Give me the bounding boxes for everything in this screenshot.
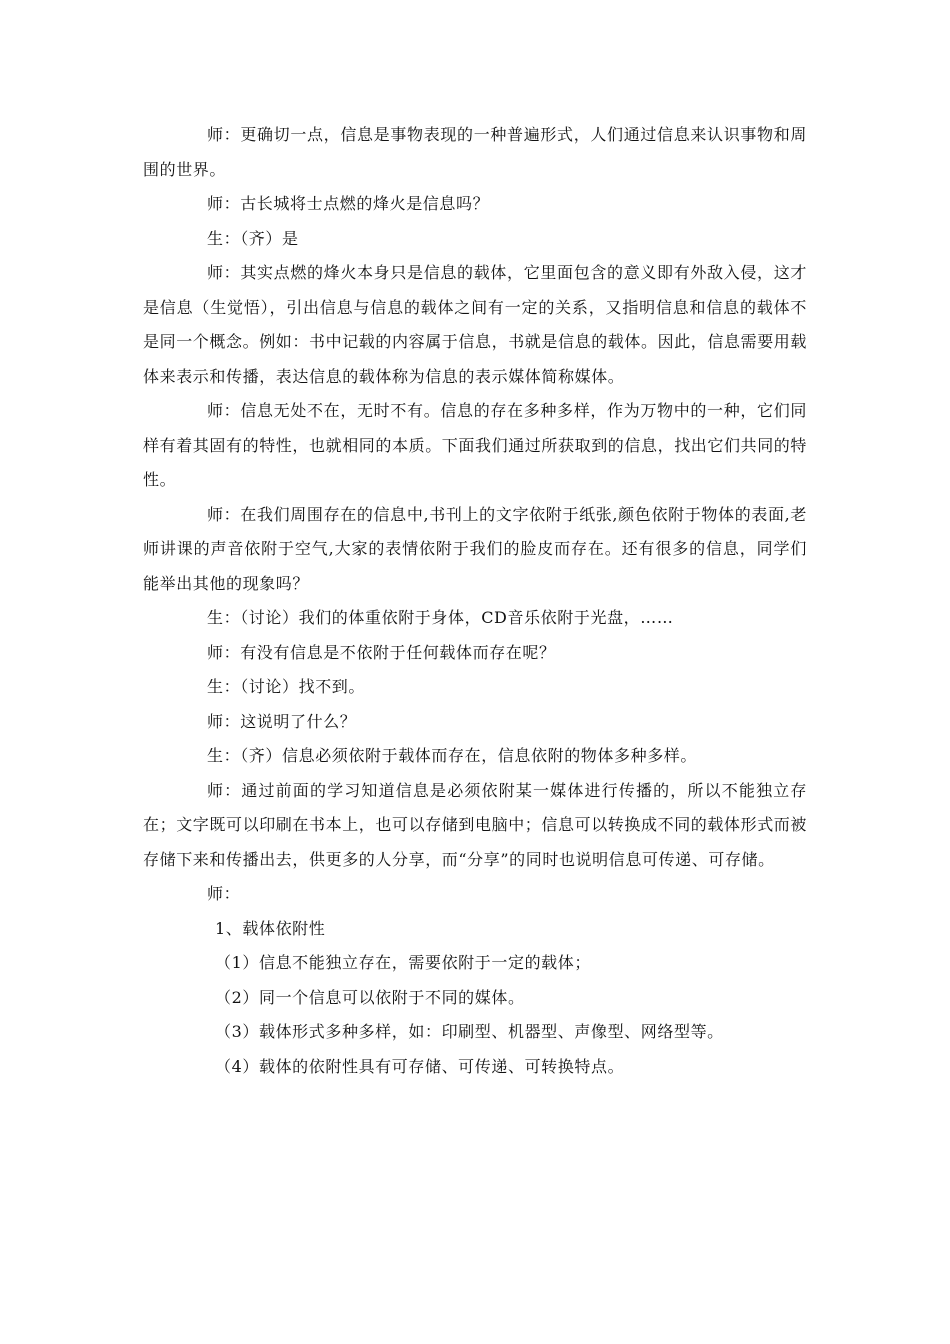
paragraph: 生：（讨论）我们的体重依附于身体，CD音乐依附于光盘，…… [207, 608, 674, 627]
list-item: （3）载体形式多种多样，如：印刷型、机器型、声像型、网络型等。 [215, 1022, 724, 1041]
paragraph: 师：这说明了什么？ [207, 711, 357, 731]
paragraph: 生：（齐）是 [207, 228, 299, 248]
document-body [143, 118, 807, 1084]
list-item: （4）载体的依附性具有可存储、可传递、可转换特点。 [215, 1056, 625, 1076]
list-item: （1）信息不能独立存在，需要依附于一定的载体； [215, 953, 591, 972]
section-heading: 1、载体依附性 [215, 918, 326, 938]
paragraph: 师：更确切一点，信息是事物表现的一种普遍形式，人们通过信息来认识事物和周围的世界。 [143, 125, 807, 179]
paragraph: 师：有没有信息是不依附于任何载体而存在呢？ [207, 642, 556, 662]
paragraph: 师：信息无处不在，无时不有。信息的存在多种多样，作为万物中的一种，它们同样有着其固有的特性，也就相同的本质。下面我们通过所获取到的信息，找出它们共同的特性。 [143, 401, 808, 489]
list-item: （2）同一个信息可以依附于不同的媒体。 [215, 987, 525, 1007]
paragraph: 师：通过前面的学习知道信息是必须依附某一媒体进行传播的，所以不能独立存在；文字既可以印刷在书本上，也可以存储到电脑中；信息可以转换成不同的载体形式而被存储下来和传播出去，供更多的人分享，而“分享”的同时也说明信息可传递、可存储。 [143, 780, 808, 869]
paragraph: 生：（讨论）找不到。 [207, 677, 366, 696]
paragraph: 师：其实点燃的烽火本身只是信息的载体，它里面包含的意义即有外敌入侵，这才是信息（生觉悟），引出信息与信息的载体之间有一定的关系，又指明信息和信息的载体不是同一个概念。例如：书中记载的内容属于信息，书就是信息的载体。因此，信息需要用载体来表示和传播，表达信息的载体称为信息的表示媒体简称媒体。 [143, 263, 808, 386]
paragraph: 师： [207, 884, 241, 903]
paragraph: 师：在我们周围存在的信息中,书刊上的文字依附于纸张,颜色依附于物体的表面,老师讲课的声音依附于空气,大家的表情依附于我们的脸皮而存在。还有很多的信息，同学们能举出其他的现象吗？ [143, 504, 807, 593]
paragraph: 师：古长城将士点燃的烽火是信息吗？ [207, 194, 490, 213]
paragraph: 生：（齐）信息必须依附于载体而存在，信息依附的物体多种多样。 [207, 746, 698, 765]
